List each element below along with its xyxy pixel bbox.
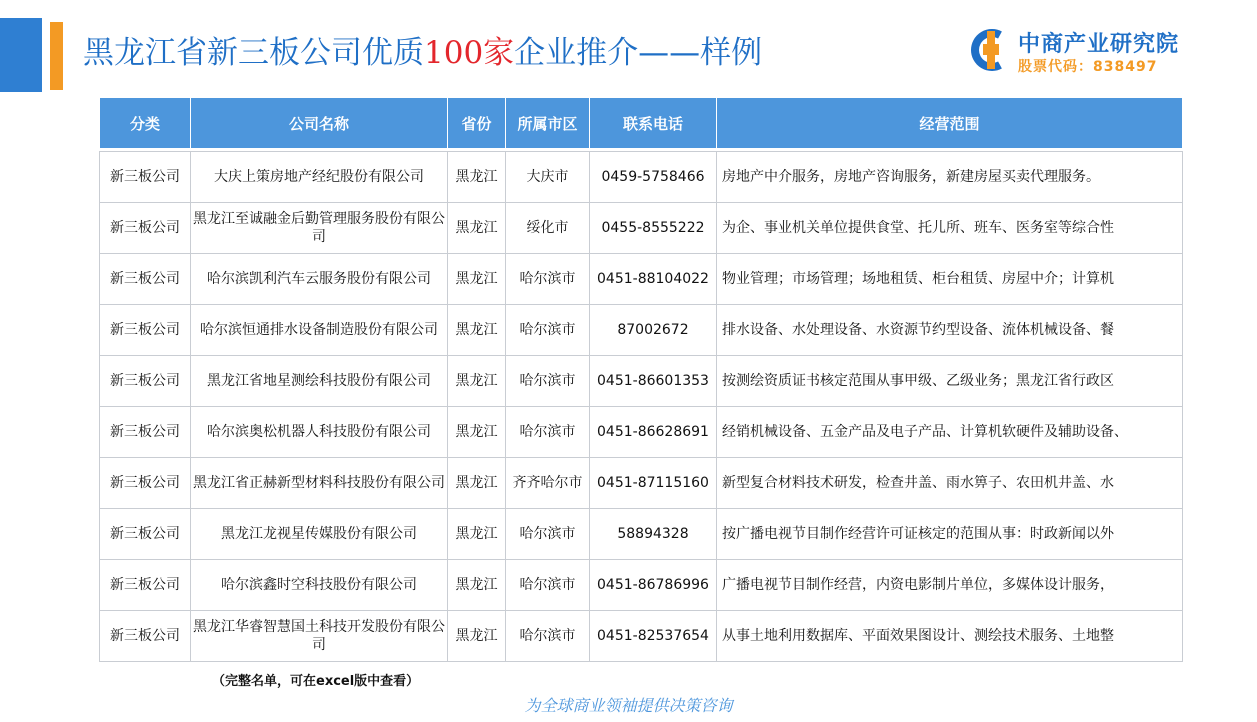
cell-company-name: 黑龙江华睿智慧国土科技开发股份有限公司: [191, 611, 448, 662]
cell-city: 哈尔滨市: [506, 560, 590, 611]
cell-business-scope: 广播电视节目制作经营，内资电影制片单位，多媒体设计服务，: [717, 560, 1183, 611]
title-highlight: 100家: [424, 35, 515, 71]
page-title: [83, 33, 762, 73]
cell-company-name: 黑龙江省正赫新型材料科技股份有限公司: [191, 458, 448, 509]
cell-phone: 0451-86786996: [590, 560, 717, 611]
header-city: 所属市区: [506, 98, 590, 149]
cell-category: 新三板公司: [100, 356, 191, 407]
cell-phone: 0451-86628691: [590, 407, 717, 458]
table-row: [100, 509, 1183, 560]
cell-province: 黑龙江: [448, 458, 506, 509]
cell-category: 新三板公司: [100, 458, 191, 509]
cell-phone: 0451-86601353: [590, 356, 717, 407]
cell-company-name: 黑龙江龙视星传媒股份有限公司: [191, 509, 448, 560]
cell-city: 哈尔滨市: [506, 509, 590, 560]
cell-province: 黑龙江: [448, 305, 506, 356]
cell-city: 哈尔滨市: [506, 305, 590, 356]
header-category: 分类: [100, 98, 191, 149]
table-row: [100, 203, 1183, 254]
cell-province: 黑龙江: [448, 611, 506, 662]
cell-business-scope: 按广播电视节目制作经营许可证核定的范围从事：时政新闻以外: [717, 509, 1183, 560]
cell-city: 大庆市: [506, 152, 590, 203]
cell-city: 哈尔滨市: [506, 356, 590, 407]
table-row: [100, 611, 1183, 662]
cell-company-name: 哈尔滨恒通排水设备制造股份有限公司: [191, 305, 448, 356]
table-row: [100, 254, 1183, 305]
header-accent-bar-blue: [0, 18, 42, 92]
header-company-name: 公司名称: [191, 98, 448, 149]
table-row: [100, 305, 1183, 356]
table-row: [100, 356, 1183, 407]
cell-province: 黑龙江: [448, 407, 506, 458]
header-accent-bar-orange: [50, 22, 63, 90]
cell-phone: 0455-8555222: [590, 203, 717, 254]
table-row: [100, 560, 1183, 611]
cell-province: 黑龙江: [448, 152, 506, 203]
cell-phone: 0451-87115160: [590, 458, 717, 509]
cell-company-name: 大庆上策房地产经纪股份有限公司: [191, 152, 448, 203]
cell-city: 齐齐哈尔市: [506, 458, 590, 509]
cell-category: 新三板公司: [100, 203, 191, 254]
cell-company-name: 黑龙江省地星测绘科技股份有限公司: [191, 356, 448, 407]
cell-phone: 87002672: [590, 305, 717, 356]
company-table: [99, 97, 1183, 662]
cell-business-scope: 经销机械设备、五金产品及电子产品、计算机软硬件及辅助设备、: [717, 407, 1183, 458]
cell-phone: 58894328: [590, 509, 717, 560]
table-row: [100, 152, 1183, 203]
logo-stock-code: 股票代码：838497: [1018, 59, 1158, 75]
cell-phone: 0451-82537654: [590, 611, 717, 662]
cell-business-scope: 从事土地利用数据库、平面效果图设计、测绘技术服务、土地整: [717, 611, 1183, 662]
cell-province: 黑龙江: [448, 203, 506, 254]
cell-company-name: 黑龙江至诚融金后勤管理服务股份有限公司: [191, 203, 448, 254]
footnote: （完整名单，可在excel版中查看）: [212, 674, 420, 689]
cell-category: 新三板公司: [100, 254, 191, 305]
cell-province: 黑龙江: [448, 356, 506, 407]
cell-province: 黑龙江: [448, 509, 506, 560]
table-row: [100, 458, 1183, 509]
cell-category: 新三板公司: [100, 560, 191, 611]
header-phone: 联系电话: [590, 98, 717, 149]
table-row: [100, 407, 1183, 458]
cell-city: 哈尔滨市: [506, 254, 590, 305]
company-logo: [970, 27, 1200, 83]
header-province: 省份: [448, 98, 506, 149]
cell-category: 新三板公司: [100, 407, 191, 458]
cell-city: 哈尔滨市: [506, 611, 590, 662]
table-header-row: [100, 98, 1183, 149]
cell-province: 黑龙江: [448, 560, 506, 611]
zhongshang-logo-icon: [970, 27, 1012, 73]
cell-province: 黑龙江: [448, 254, 506, 305]
cell-business-scope: 按测绘资质证书核定范围从事甲级、乙级业务；黑龙江省行政区: [717, 356, 1183, 407]
slogan-footer: 为全球商业领袖提供决策咨询: [524, 696, 733, 715]
cell-business-scope: 为企、事业机关单位提供食堂、托儿所、班车、医务室等综合性: [717, 203, 1183, 254]
cell-business-scope: 新型复合材料技术研发，检查井盖、雨水箅子、农田机井盖、水: [717, 458, 1183, 509]
title-part1: 黑龙江省新三板公司优质: [83, 35, 424, 71]
title-part2: 企业推介——样例: [514, 35, 763, 71]
cell-phone: 0451-88104022: [590, 254, 717, 305]
header-business-scope: 经营范围: [717, 98, 1183, 149]
cell-company-name: 哈尔滨凯利汽车云服务股份有限公司: [191, 254, 448, 305]
cell-city: 哈尔滨市: [506, 407, 590, 458]
cell-business-scope: 排水设备、水处理设备、水资源节约型设备、流体机械设备、餐: [717, 305, 1183, 356]
cell-company-name: 哈尔滨鑫时空科技股份有限公司: [191, 560, 448, 611]
cell-category: 新三板公司: [100, 509, 191, 560]
logo-name: 中商产业研究院: [1018, 32, 1180, 57]
cell-city: 绥化市: [506, 203, 590, 254]
cell-phone: 0459-5758466: [590, 152, 717, 203]
cell-business-scope: 房地产中介服务，房地产咨询服务，新建房屋买卖代理服务。: [717, 152, 1183, 203]
cell-category: 新三板公司: [100, 611, 191, 662]
cell-category: 新三板公司: [100, 152, 191, 203]
cell-business-scope: 物业管理；市场管理；场地租赁、柜台租赁、房屋中介；计算机: [717, 254, 1183, 305]
cell-category: 新三板公司: [100, 305, 191, 356]
cell-company-name: 哈尔滨奥松机器人科技股份有限公司: [191, 407, 448, 458]
